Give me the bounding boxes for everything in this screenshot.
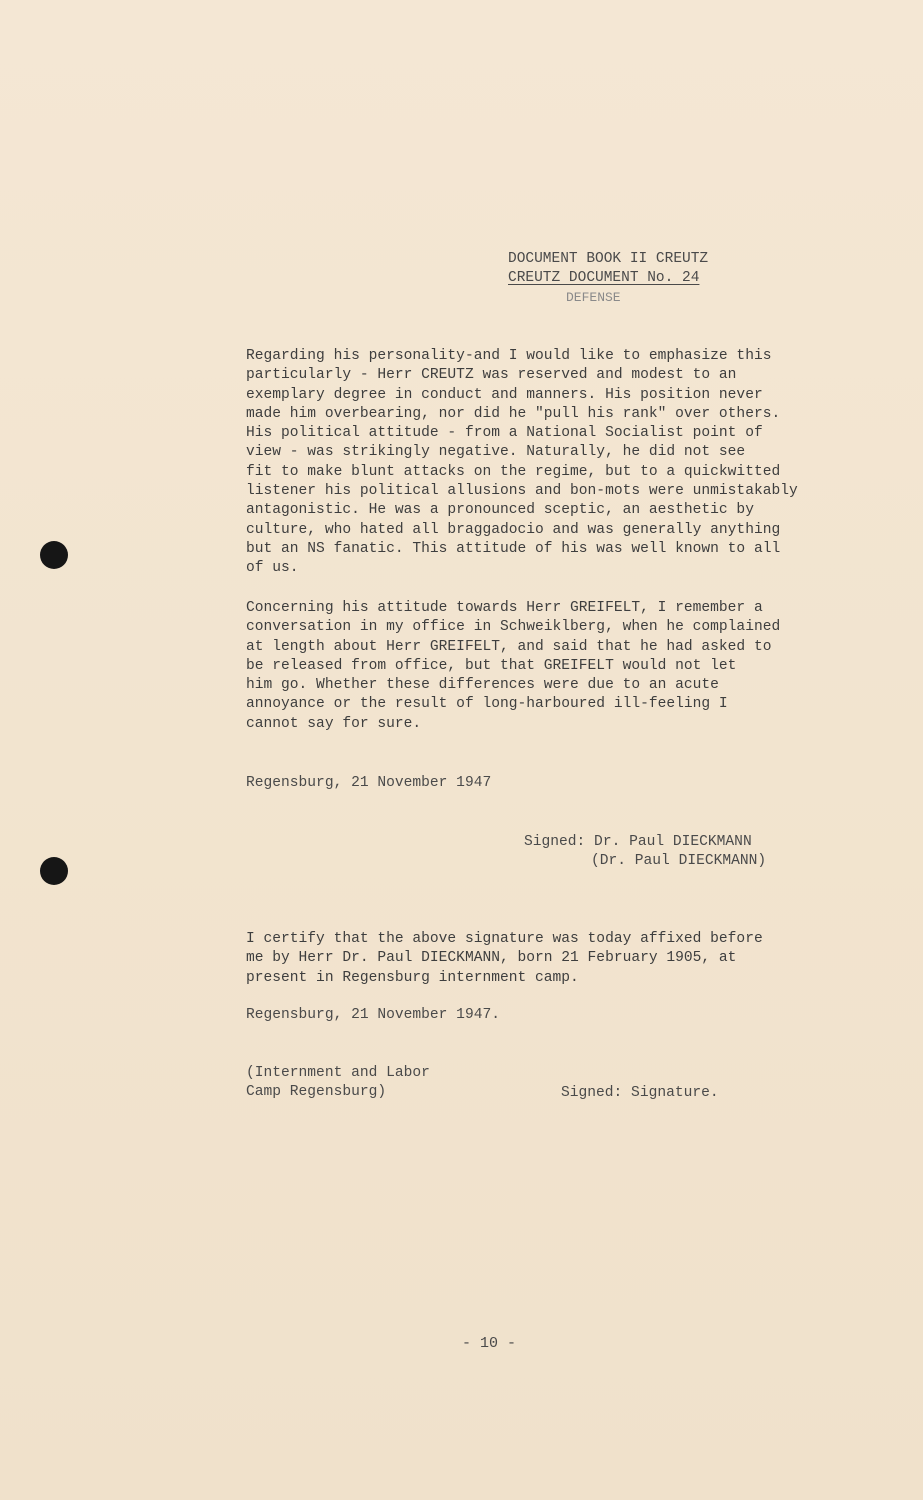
paragraph-personality xyxy=(246,347,866,579)
document-header xyxy=(508,250,708,307)
place-date-statement: Regensburg, 21 November 1947 xyxy=(246,775,492,791)
punch-hole-bottom xyxy=(40,857,68,885)
text-line: listener his political allusions and bon-mots were unmistakably xyxy=(246,483,798,500)
text-line: view - was strikingly negative. Naturally, he did not see xyxy=(246,444,746,461)
text-line: him go. Whether these differences were due to an acute xyxy=(246,677,719,694)
place-date-certification: Regensburg, 21 November 1947. xyxy=(246,1007,500,1023)
certification-paragraph xyxy=(246,930,846,988)
text-line: antagonistic. He was a pronounced sceptic, an aesthetic by xyxy=(246,502,754,519)
text-line: cannot say for sure. xyxy=(246,715,422,732)
text-line: but an NS fanatic. This attitude of his was well known to all xyxy=(246,540,781,557)
page-number: - 10 - xyxy=(462,1335,517,1352)
text-line: exemplary degree in conduct and manners. His position never xyxy=(246,386,763,403)
paragraph-greifelt xyxy=(246,599,866,734)
camp-line-1: (Internment and Labor xyxy=(246,1065,430,1081)
text-line: conversation in my office in Schweiklberg, when he complained xyxy=(246,619,781,636)
header-defense-label: DEFENSE xyxy=(566,290,621,305)
punch-hole-top xyxy=(40,541,68,569)
text-line: at length about Herr GREIFELT, and said that he had asked to xyxy=(246,638,772,655)
text-line: Regarding his personality-and I would like to emphasize this xyxy=(246,348,772,364)
text-line: made him overbearing, nor did he "pull his rank" over others. xyxy=(246,405,781,422)
header-book-line: DOCUMENT BOOK II CREUTZ xyxy=(508,251,709,267)
text-line: annoyance or the result of long-harboured ill-feeling I xyxy=(246,696,728,713)
text-line: culture, who hated all braggadocio and was generally anything xyxy=(246,521,781,538)
header-document-number: CREUTZ DOCUMENT No. 24 xyxy=(508,270,700,286)
text-line: of us. xyxy=(246,560,299,577)
signature-block xyxy=(524,833,766,871)
text-line: I certify that the above signature was today affixed before xyxy=(246,931,763,947)
text-line: be released from office, but that GREIFELT would not let xyxy=(246,657,737,674)
text-line: Concerning his attitude towards Herr GREIFELT, I remember a xyxy=(246,600,763,616)
text-line: me by Herr Dr. Paul DIECKMANN, born 21 February 1905, at xyxy=(246,950,737,967)
camp-line-2: Camp Regensburg) xyxy=(246,1084,387,1100)
typed-name: (Dr. Paul DIECKMANN) xyxy=(591,853,767,869)
camp-block xyxy=(246,1064,430,1102)
certifier-signature: Signed: Signature. xyxy=(561,1085,719,1101)
text-line: His political attitude - from a National Socialist point of xyxy=(246,425,763,442)
text-line: particularly - Herr CREUTZ was reserved and modest to an xyxy=(246,367,737,384)
signed-name: Signed: Dr. Paul DIECKMANN xyxy=(524,834,752,850)
text-line: present in Regensburg internment camp. xyxy=(246,969,579,986)
text-line: fit to make blunt attacks on the regime, but to a quickwitted xyxy=(246,463,781,480)
